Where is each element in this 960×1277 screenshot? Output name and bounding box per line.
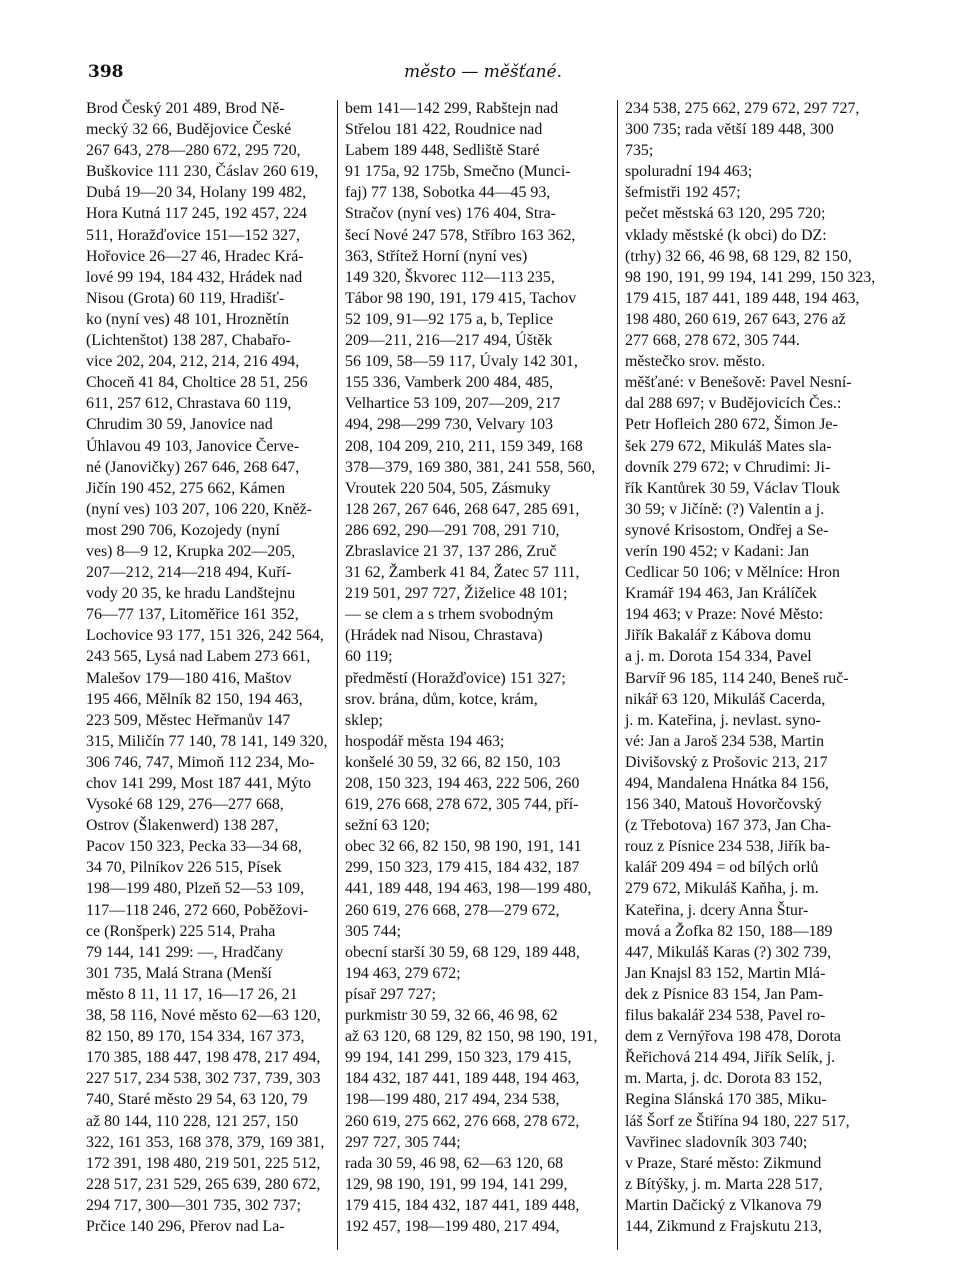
index-line: filus bakalář 234 538, Pavel ro- — [625, 1007, 826, 1025]
index-line: 194 463; v Praze: Nové Město: — [625, 606, 824, 624]
index-line: šecí Nové 247 578, Stříbro 163 362, — [345, 226, 576, 244]
index-line: 34 70, Pilníkov 226 515, Písek — [86, 859, 282, 877]
index-line: ko (nyní ves) 48 101, Hroznětín — [86, 310, 290, 328]
index-line: 30 59; v Jičíně: (?) Valentin a j. — [625, 500, 825, 518]
index-line: měšťané: v Benešově: Pavel Nesní- — [625, 374, 852, 392]
index-line: lové 99 194, 184 432, Hrádek nad — [86, 268, 303, 286]
index-line: Jan Knajsl 83 152, Martin Mlá- — [625, 964, 826, 982]
index-line: Kateřina, j. dcery Anna Štur- — [625, 901, 809, 919]
index-line: 198—199 480, Plzeň 52—53 109, — [86, 880, 305, 898]
index-line: 305 744; — [345, 922, 402, 940]
index-line: 301 735, Malá Strana (Menší — [86, 964, 272, 982]
index-line: až 63 120, 68 129, 82 150, 98 190, 191, — [345, 1028, 598, 1046]
index-line: 52 109, 91—92 175 a, b, Teplice — [345, 310, 554, 328]
index-line: 91 175a, 92 175b, Smečno (Munci- — [345, 163, 571, 181]
index-column-1 — [86, 98, 330, 1237]
index-line: 144, Zikmund z Frajskutu 213, — [625, 1217, 822, 1235]
index-line: vody 20 35, ke hradu Landštejnu — [86, 585, 296, 603]
index-line: 735; — [625, 142, 654, 160]
index-line: 378—379, 169 380, 381, 241 558, 560, — [345, 458, 596, 476]
index-line: 260 619, 276 668, 278—279 672, — [345, 901, 560, 919]
index-column-2 — [345, 98, 605, 1237]
index-line: Řeřichová 214 494, Jiřík Selík, j. — [625, 1049, 836, 1067]
index-line: 277 668, 278 672, 305 744. — [625, 332, 800, 350]
index-line: písař 297 727; — [345, 985, 436, 1003]
index-line: Úhlavou 49 103, Janovice Červe- — [86, 437, 300, 455]
index-line: 98 190, 191, 99 194, 141 299, 150 323, — [625, 268, 876, 286]
index-line: Hora Kutná 117 245, 192 457, 224 — [86, 205, 307, 223]
index-line: (nyní ves) 103 207, 106 220, Kněž- — [86, 500, 312, 518]
index-line: 322, 161 353, 168 378, 379, 169 381, — [86, 1133, 325, 1151]
index-line: Cedlicar 50 106; v Mělníce: Hron — [625, 564, 840, 582]
index-line: (z Třebotova) 167 373, Jan Cha- — [625, 817, 832, 835]
index-line: — se clem a s trhem svobodným — [345, 606, 554, 624]
index-line: purkmistr 30 59, 32 66, 46 98, 62 — [345, 1007, 558, 1025]
index-line: 208, 150 323, 194 463, 222 506, 260 — [345, 775, 580, 792]
page-number: 398 — [88, 62, 124, 82]
index-line: 198 480, 260 619, 267 643, 276 až — [625, 310, 846, 328]
index-line: sklep; — [345, 711, 383, 729]
index-line: 294 717, 300—301 735, 302 737; — [86, 1196, 301, 1214]
index-line: 170 385, 188 447, 198 478, 217 494, — [86, 1049, 321, 1067]
index-line: 227 517, 234 538, 302 737, 739, 303 — [86, 1070, 321, 1088]
index-line: 279 672, Mikuláš Kaňha, j. m. — [625, 880, 819, 898]
index-line: 363, Střítež Horní (nyní ves) — [345, 247, 528, 265]
index-line: 208, 104 209, 210, 211, 159 349, 168 — [345, 437, 583, 455]
index-line: 149 320, Škvorec 112—113 235, — [345, 268, 555, 286]
index-line: vklady městské (k obci) do DZ: — [625, 226, 827, 244]
index-line: obecní starší 30 59, 68 129, 189 448, — [345, 943, 580, 961]
index-line: Divišovský z Prošovic 213, 217 — [625, 753, 828, 771]
index-line: Lochovice 93 177, 151 326, 242 564, — [86, 627, 324, 645]
index-line: 740, Staré město 29 54, 63 120, 79 — [86, 1091, 308, 1109]
index-line: 38, 58 116, Nové město 62—63 120, — [86, 1007, 321, 1025]
index-line: Pacov 150 323, Pecka 33—34 68, — [86, 838, 302, 856]
index-line: Prčice 140 296, Přerov nad La- — [86, 1217, 285, 1235]
index-line: dek z Písnice 83 154, Jan Pam- — [625, 985, 824, 1003]
index-line: 223 509, Městec Heřmanův 147 — [86, 711, 291, 729]
index-line: obec 32 66, 82 150, 98 190, 191, 141 — [345, 838, 582, 856]
index-line: rouz z Písnice 234 538, Jiřík ba- — [625, 838, 831, 856]
index-line: 209—211, 216—217 494, Úštěk — [345, 332, 553, 350]
index-line: (trhy) 32 66, 46 98, 68 129, 82 150, — [625, 247, 852, 265]
index-line: 260 619, 275 662, 276 668, 278 672, — [345, 1112, 580, 1130]
index-line: 99 194, 141 299, 150 323, 179 415, — [345, 1049, 572, 1067]
index-line: hospodář města 194 463; — [345, 732, 505, 750]
index-line: Jičín 190 452, 275 662, Kámen — [86, 479, 286, 497]
index-line: (Lichtenštot) 138 287, Chabařo- — [86, 332, 291, 350]
index-line: Barvíř 96 185, 114 240, Beneš ruč- — [625, 669, 849, 687]
index-line: Střelou 181 422, Roudnice nad — [345, 121, 543, 139]
index-line: Petr Hofleich 280 672, Šimon Je- — [625, 416, 838, 434]
index-line: mová a Žofka 82 150, 188—189 — [625, 922, 833, 940]
index-line: srov. brána, dům, kotce, krám, — [345, 690, 538, 708]
index-line: 219 501, 297 727, Žiželice 48 101; — [345, 585, 568, 603]
index-line: nikář 63 120, Mikuláš Cacerda, — [625, 690, 826, 708]
index-line: 306 746, 747, Mimoň 112 234, Mo- — [86, 753, 315, 771]
index-line: Vavřinec sladovník 303 740; — [625, 1133, 808, 1151]
index-line: láš Šorf ze Štiřína 94 180, 227 517, — [625, 1112, 850, 1130]
index-line: spoluradní 194 463; — [625, 163, 753, 181]
index-column-3 — [625, 98, 895, 1237]
index-line: 619, 276 668, 278 672, 305 744, pří- — [345, 796, 579, 814]
index-line: Chrudim 30 59, Janovice nad — [86, 416, 273, 434]
index-line: Zbraslavice 21 37, 137 286, Zruč — [345, 542, 557, 560]
index-line: 511, Horažďovice 151—152 327, — [86, 226, 301, 244]
index-line: vé: Jan a Jaroš 234 538, Martin — [625, 732, 825, 750]
index-line: Choceň 41 84, Choltice 28 51, 256 — [86, 374, 308, 392]
page-header — [88, 62, 878, 86]
index-line: až 80 144, 110 228, 121 257, 150 — [86, 1112, 299, 1130]
index-line: verín 190 452; v Kadani: Jan — [625, 542, 810, 560]
index-line: 179 415, 187 441, 189 448, 194 463, — [625, 289, 860, 307]
index-line: 156 340, Matouš Hovorčovský — [625, 796, 822, 814]
index-line: pečet městská 63 120, 295 720; — [625, 205, 826, 223]
index-line: dovník 279 672; v Chrudimi: Ji- — [625, 458, 831, 476]
index-line: šek 279 672, Mikuláš Mates sla- — [625, 437, 832, 455]
index-line: 494, Mandalena Hnátka 84 156, — [625, 775, 829, 792]
index-line: konšelé 30 59, 32 66, 82 150, 103 — [345, 753, 561, 771]
index-line: 286 692, 290—291 708, 291 710, — [345, 521, 560, 539]
index-line: 441, 189 448, 194 463, 198—199 480, — [345, 880, 592, 898]
index-line: Kramář 194 463, Jan Králíček — [625, 585, 817, 603]
index-line: mecký 32 66, Budějovice České — [86, 121, 292, 139]
index-line: synové Krisostom, Ondřej a Se- — [625, 521, 829, 539]
index-line: 76—77 137, Litoměřice 161 352, — [86, 606, 299, 624]
index-line: 79 144, 141 299: —, Hradčany — [86, 943, 284, 961]
index-line: 243 565, Lysá nad Labem 273 661, — [86, 648, 311, 666]
index-line: 494, 298—299 730, Velvary 103 — [345, 416, 554, 434]
index-line: sežní 63 120; — [345, 817, 430, 835]
index-line: kalář 209 494 = od bílých orlů — [625, 859, 819, 877]
index-line: 129, 98 190, 191, 99 194, 141 299, — [345, 1175, 568, 1193]
index-line: Malešov 179—180 416, Maštov — [86, 669, 292, 687]
column-divider-2 — [617, 100, 618, 1250]
index-line: 172 391, 198 480, 219 501, 225 512, — [86, 1154, 321, 1172]
index-line: 192 457, 198—199 480, 217 494, — [345, 1217, 560, 1235]
index-line: Vroutek 220 504, 505, Zásmuky — [345, 479, 551, 497]
index-line: Brod Český 201 489, Brod Ně- — [86, 100, 285, 117]
index-line: 300 735; rada větší 189 448, 300 — [625, 121, 834, 139]
index-line: ves) 8—9 12, Krupka 202—205, — [86, 542, 296, 560]
index-line: Labem 189 448, Sedliště Staré — [345, 142, 540, 160]
index-line: 179 415, 184 432, 187 441, 189 448, — [345, 1196, 580, 1214]
index-line: 207—212, 214—218 494, Kuří- — [86, 564, 292, 582]
index-line: Martin Dačický z Vlkanova 79 — [625, 1196, 822, 1214]
index-line: dal 288 697; v Budějovicích Čes.: — [625, 395, 842, 413]
index-line: 198—199 480, 217 494, 234 538, — [345, 1091, 560, 1109]
index-line: v Praze, Staré město: Zikmund — [625, 1154, 822, 1172]
index-line: 155 336, Vamberk 200 484, 485, — [345, 374, 554, 392]
index-line: 447, Mikuláš Karas (?) 302 739, — [625, 943, 832, 961]
index-line: 228 517, 231 529, 265 639, 280 672, — [86, 1175, 321, 1193]
index-line: bem 141—142 299, Rabštejn nad — [345, 100, 559, 117]
index-line: 117—118 246, 272 660, Poběžovi- — [86, 901, 309, 919]
index-line: 195 466, Mělník 82 150, 194 463, — [86, 690, 303, 708]
index-line: 611, 257 612, Chrastava 60 119, — [86, 395, 292, 413]
index-line: 60 119; — [345, 648, 393, 666]
index-line: Vysoké 68 129, 276—277 668, — [86, 796, 284, 814]
index-line: né (Janovičky) 267 646, 268 647, — [86, 458, 300, 476]
index-line: rada 30 59, 46 98, 62—63 120, 68 — [345, 1154, 564, 1172]
index-line: Tábor 98 190, 191, 179 415, Tachov — [345, 289, 577, 307]
index-line: řík Kantůrek 30 59, Václav Tlouk — [625, 479, 840, 497]
index-line: Ostrov (Šlakenwerd) 138 287, — [86, 817, 279, 835]
index-line: předměstí (Horažďovice) 151 327; — [345, 669, 566, 687]
index-line: Velhartice 53 109, 207—209, 217 — [345, 395, 561, 413]
index-line: Regina Slánská 170 385, Miku- — [625, 1091, 827, 1109]
index-line: Jiřík Bakalář z Kábova domu — [625, 627, 812, 645]
index-line: Nisou (Grota) 60 119, Hradišť- — [86, 289, 285, 307]
index-line: 184 432, 187 441, 189 448, 194 463, — [345, 1070, 580, 1088]
index-line: 315, Miličín 77 140, 78 141, 149 320, — [86, 732, 328, 750]
index-line: 82 150, 89 170, 154 334, 167 373, — [86, 1028, 305, 1046]
index-line: m. Marta, j. dc. Dorota 83 152, — [625, 1070, 823, 1088]
index-line: 234 538, 275 662, 279 672, 297 727, — [625, 100, 860, 117]
index-line: město 8 11, 11 17, 16—17 26, 21 — [86, 985, 298, 1003]
index-line: faj) 77 138, Sobotka 44—45 93, — [345, 184, 551, 202]
index-line: ce (Ronšperk) 225 514, Praha — [86, 922, 276, 940]
index-line: 267 643, 278—280 672, 295 720, — [86, 142, 301, 160]
index-line: z Bítýšky, j. m. Marta 228 517, — [625, 1175, 823, 1193]
index-line: dem z Vernýřova 198 478, Dorota — [625, 1028, 841, 1046]
index-line: most 290 706, Kozojedy (nyní — [86, 521, 280, 539]
index-line: 297 727, 305 744; — [345, 1133, 461, 1151]
index-line: vice 202, 204, 212, 214, 216 494, — [86, 353, 300, 371]
running-title: město — měšťané. — [403, 62, 563, 82]
index-line: 56 109, 58—59 117, Úvaly 142 301, — [345, 353, 578, 371]
index-line: 31 62, Žamberk 41 84, Žatec 57 111, — [345, 564, 580, 582]
index-line: a j. m. Dorota 154 334, Pavel — [625, 648, 812, 666]
index-line: Hořovice 26—27 46, Hradec Krá- — [86, 247, 304, 265]
index-line: Stračov (nyní ves) 176 404, Stra- — [345, 205, 556, 223]
column-divider-1 — [337, 100, 338, 1250]
index-line: 194 463, 279 672; — [345, 964, 461, 982]
index-line: 128 267, 267 646, 268 647, 285 691, — [345, 500, 580, 518]
index-line: městečko srov. město. — [625, 353, 766, 371]
index-line: šefmistři 192 457; — [625, 184, 741, 202]
index-line: 299, 150 323, 179 415, 184 432, 187 — [345, 859, 580, 877]
index-line: Dubá 19—20 34, Holany 199 482, — [86, 184, 307, 202]
index-line: chov 141 299, Most 187 441, Mýto — [86, 775, 312, 792]
index-line: j. m. Kateřina, j. nevlast. syno- — [625, 711, 821, 729]
index-line: (Hrádek nad Nisou, Chrastava) — [345, 627, 543, 645]
index-line: Buškovice 111 230, Čáslav 260 619, — [86, 163, 319, 181]
